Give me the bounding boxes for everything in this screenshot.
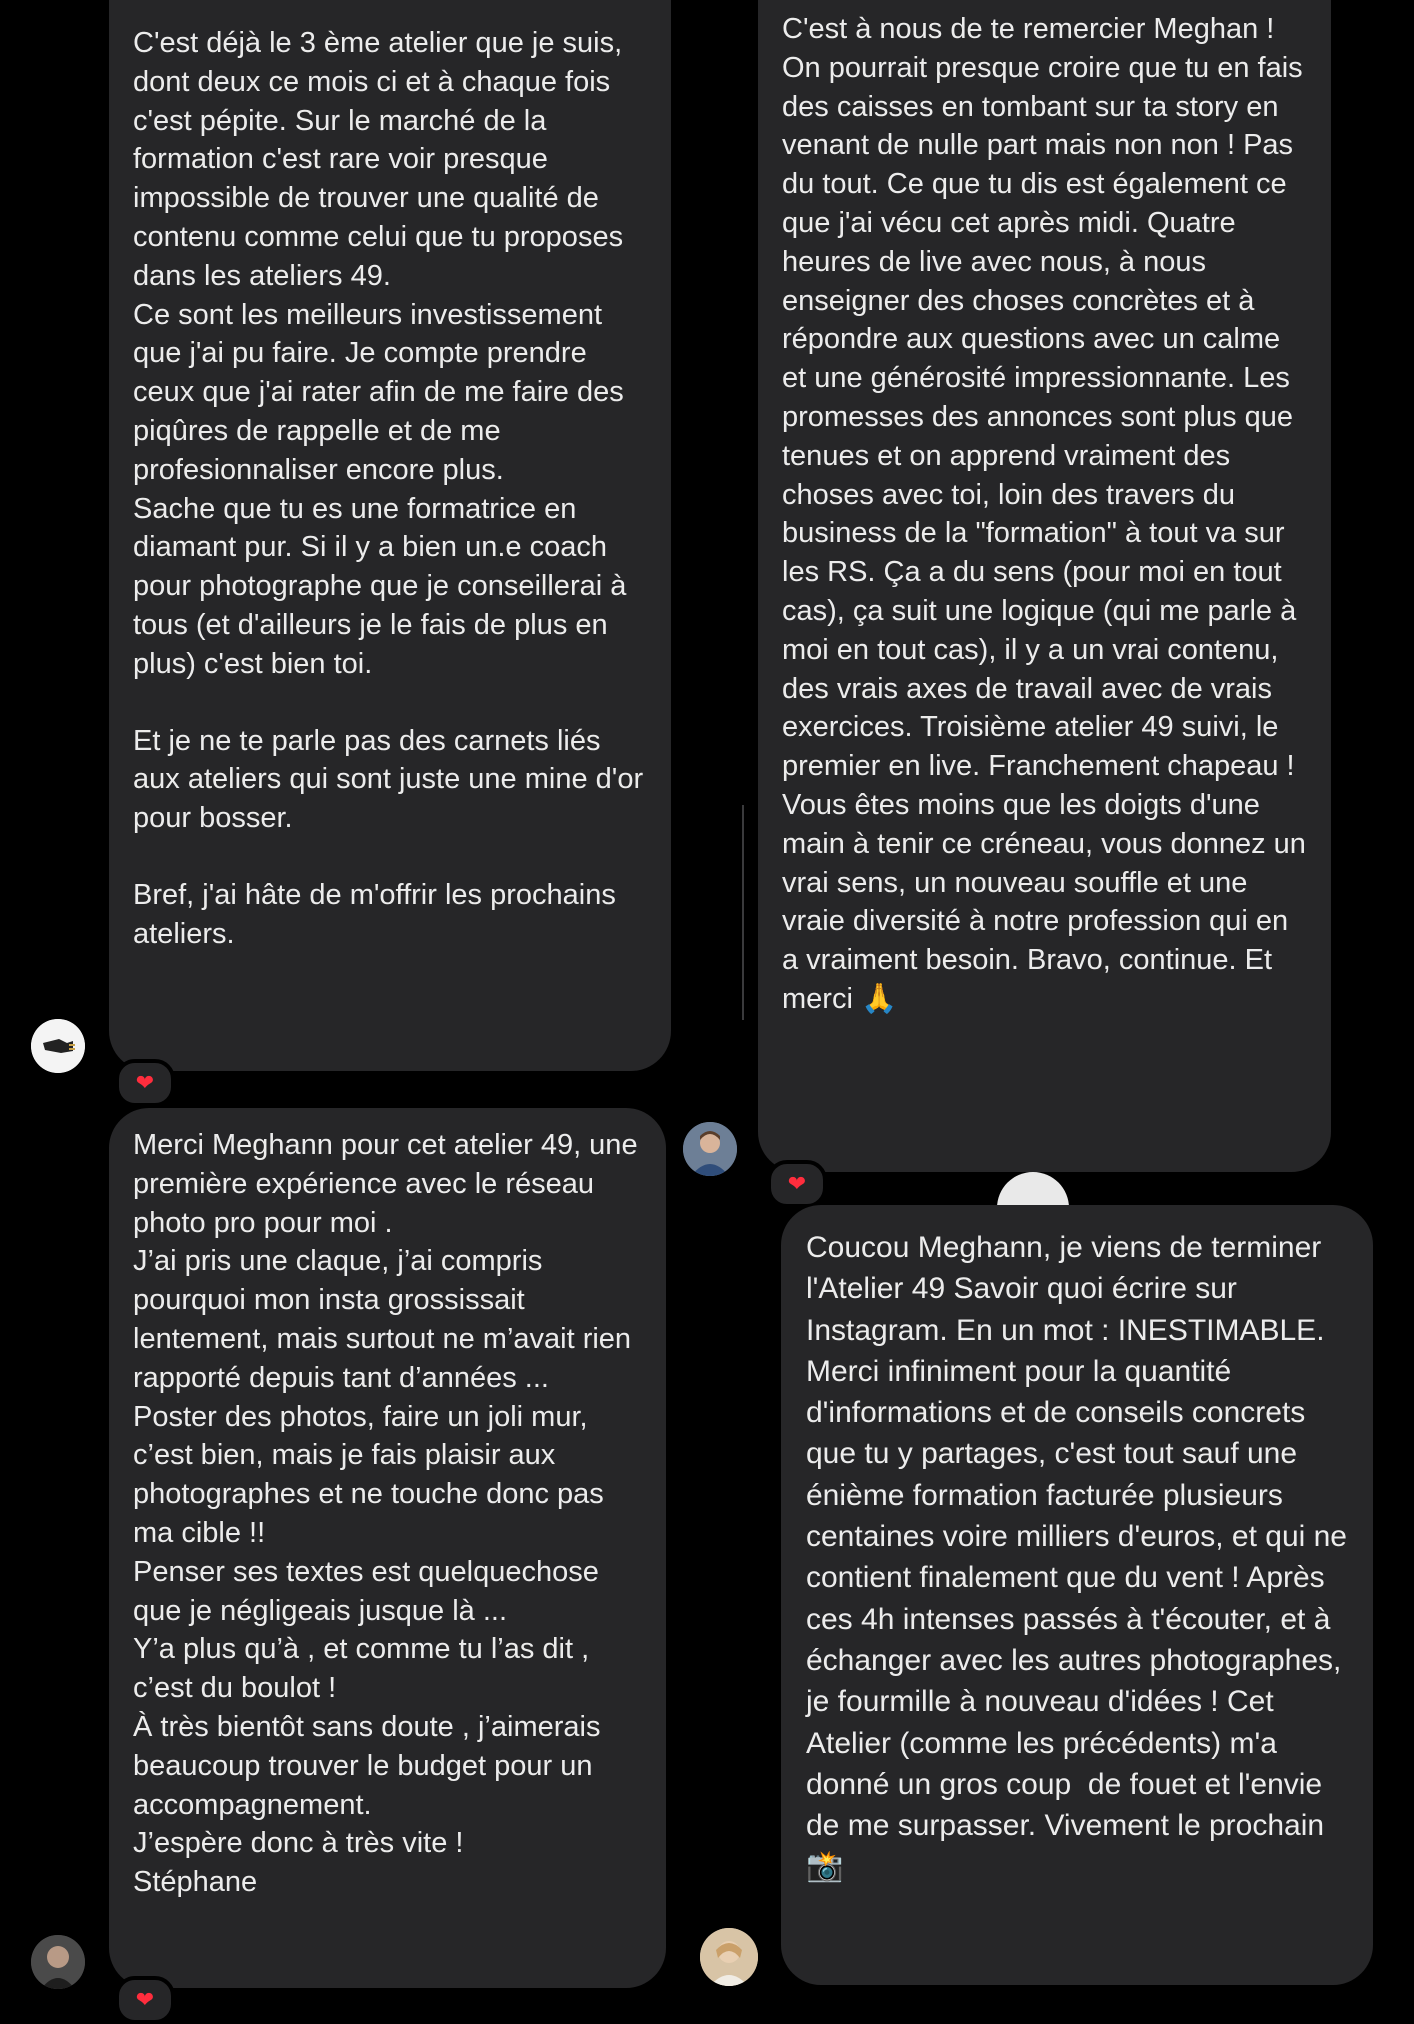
heart-icon: ❤ <box>135 1987 155 2012</box>
message-text: Merci Meghann pour cet atelier 49, une première expérience avec le réseau photo pro pour moi . <box>133 1129 646 1239</box>
divider <box>742 805 744 1020</box>
sender-avatar[interactable] <box>683 1122 737 1176</box>
camera-logo-icon <box>31 1019 85 1073</box>
message-text: Y’a plus qu’à , et comme tu l’as dit , c’est du boulot ! <box>133 1633 598 1705</box>
message-text: C'est déjà le 3 ème atelier que je suis, dont deux ce mois ci et à chaque fois c'est pépite. Sur le marché de la formation c'est rare voir presque impossible de trouver une qualité de contenu comme celui que tu proposes dans les ateliers 49. <box>133 27 632 292</box>
person-photo-icon <box>700 1928 758 1986</box>
message-text: Stéphane <box>133 1866 258 1899</box>
message-text: C'est à nous de te remercier Meghan ! On pourrait presque croire que tu en fais des caisses en tombant sur ta story en venant de nulle part mais non non ! Pas du tout. Ce que tu dis est également ce que j'ai vécu cet après midi. Quatre heures de live avec nous, à nous enseigner des choses concrètes et à répondre aux questions avec un calme et une générosité impressionnante. Les promesses des annonces sont plus que tenues et on apprend vraiment des choses avec toi, loin des travers du business de la "formation" à tout va sur les RS. Ça a du sens (pour moi en tout cas), ça suit une logique (qui me parle à moi en tout cas), il y a un vrai contenu, des vrais axes de travail avec de vrais exercices. Troisième atelier 49 suivi, le premier en live. Franchement chapeau ! Vous êtes moins que les doigts d'une main à tenir ce créneau, vous donnez un vrai sens, un nouveau souffle et une vraie diversité à notre profession qui en a vraiment besoin. Bravo, continue. Et merci 🙏 <box>782 13 1315 1015</box>
heart-icon: ❤ <box>135 1070 155 1095</box>
message-text: Sache que tu es une formatrice en diamant pur. Si il y a bien un.e coach pour photographe que je conseillerai à tous (et d'ailleurs je le fais de plus en plus) c'est bien toi. <box>133 492 635 680</box>
reaction-badge[interactable] <box>767 1160 827 1208</box>
message-text: Poster des photos, faire un joli mur, c’est bien, mais je fais plaisir aux photographes et ne touche donc pas ma cible !! <box>133 1400 612 1549</box>
sender-avatar[interactable] <box>31 1019 85 1073</box>
message-bubble <box>109 1108 666 1988</box>
message-text: J’espère donc à très vite ! <box>133 1827 464 1860</box>
person-photo-icon <box>683 1122 737 1176</box>
message-text: Bref, j'ai hâte de m'offrir les prochains ateliers. <box>133 878 624 950</box>
message-text: J’ai pris une claque, j’ai compris pourquoi mon insta grossissait lentement, mais surtout ne m’avait rien rapporté depuis tant d’années ... <box>133 1245 640 1394</box>
message-text: Ce sont les meilleurs investissement que j'ai pu faire. Je compte prendre ceux que j'ai rater afin de me faire des piqûres de rappelle et de me profesionnaliser encore plus. <box>133 298 632 486</box>
message-text: Penser ses textes est quelquechose que je négligeais jusque là ... <box>133 1555 607 1627</box>
message-text: À très bientôt sans doute , j’aimerais beaucoup trouver le budget pour un accompagnement. <box>133 1710 609 1821</box>
heart-icon: ❤ <box>787 1171 807 1196</box>
message-bubble <box>781 1205 1373 1985</box>
message-text: Et je ne te parle pas des carnets liés aux ateliers qui sont juste une mine d'or pour bosser. <box>133 724 652 835</box>
partial-avatar <box>997 1172 1069 1208</box>
message-text: Coucou Meghann, je viens de terminer l'Atelier 49 Savoir quoi écrire sur Instagram. En un mot : INESTIMABLE. Merci infiniment pour la quantité d'informations et de conseils concrets que tu y partages, c'est tout sauf une énième formation facturée plusieurs centaines voire milliers d'euros, et qui ne contient finalement que du vent ! Après ces 4h intenses passés à t'écouter, et à échanger avec les autres photographes, je fourmille à nouveau d'idées ! Cet Atelier (comme les précédents) m'a donné un gros coup de fouet et l'envie de me surpasser. Vivement le prochain 📸 <box>806 1231 1356 1884</box>
reaction-badge[interactable] <box>115 1976 175 2024</box>
sender-avatar[interactable] <box>700 1928 758 1986</box>
person-photo-icon <box>31 1935 85 1989</box>
sender-avatar[interactable] <box>31 1935 85 1989</box>
message-bubble <box>758 0 1331 1172</box>
reaction-badge[interactable] <box>115 1059 175 1107</box>
message-bubble <box>109 0 671 1071</box>
